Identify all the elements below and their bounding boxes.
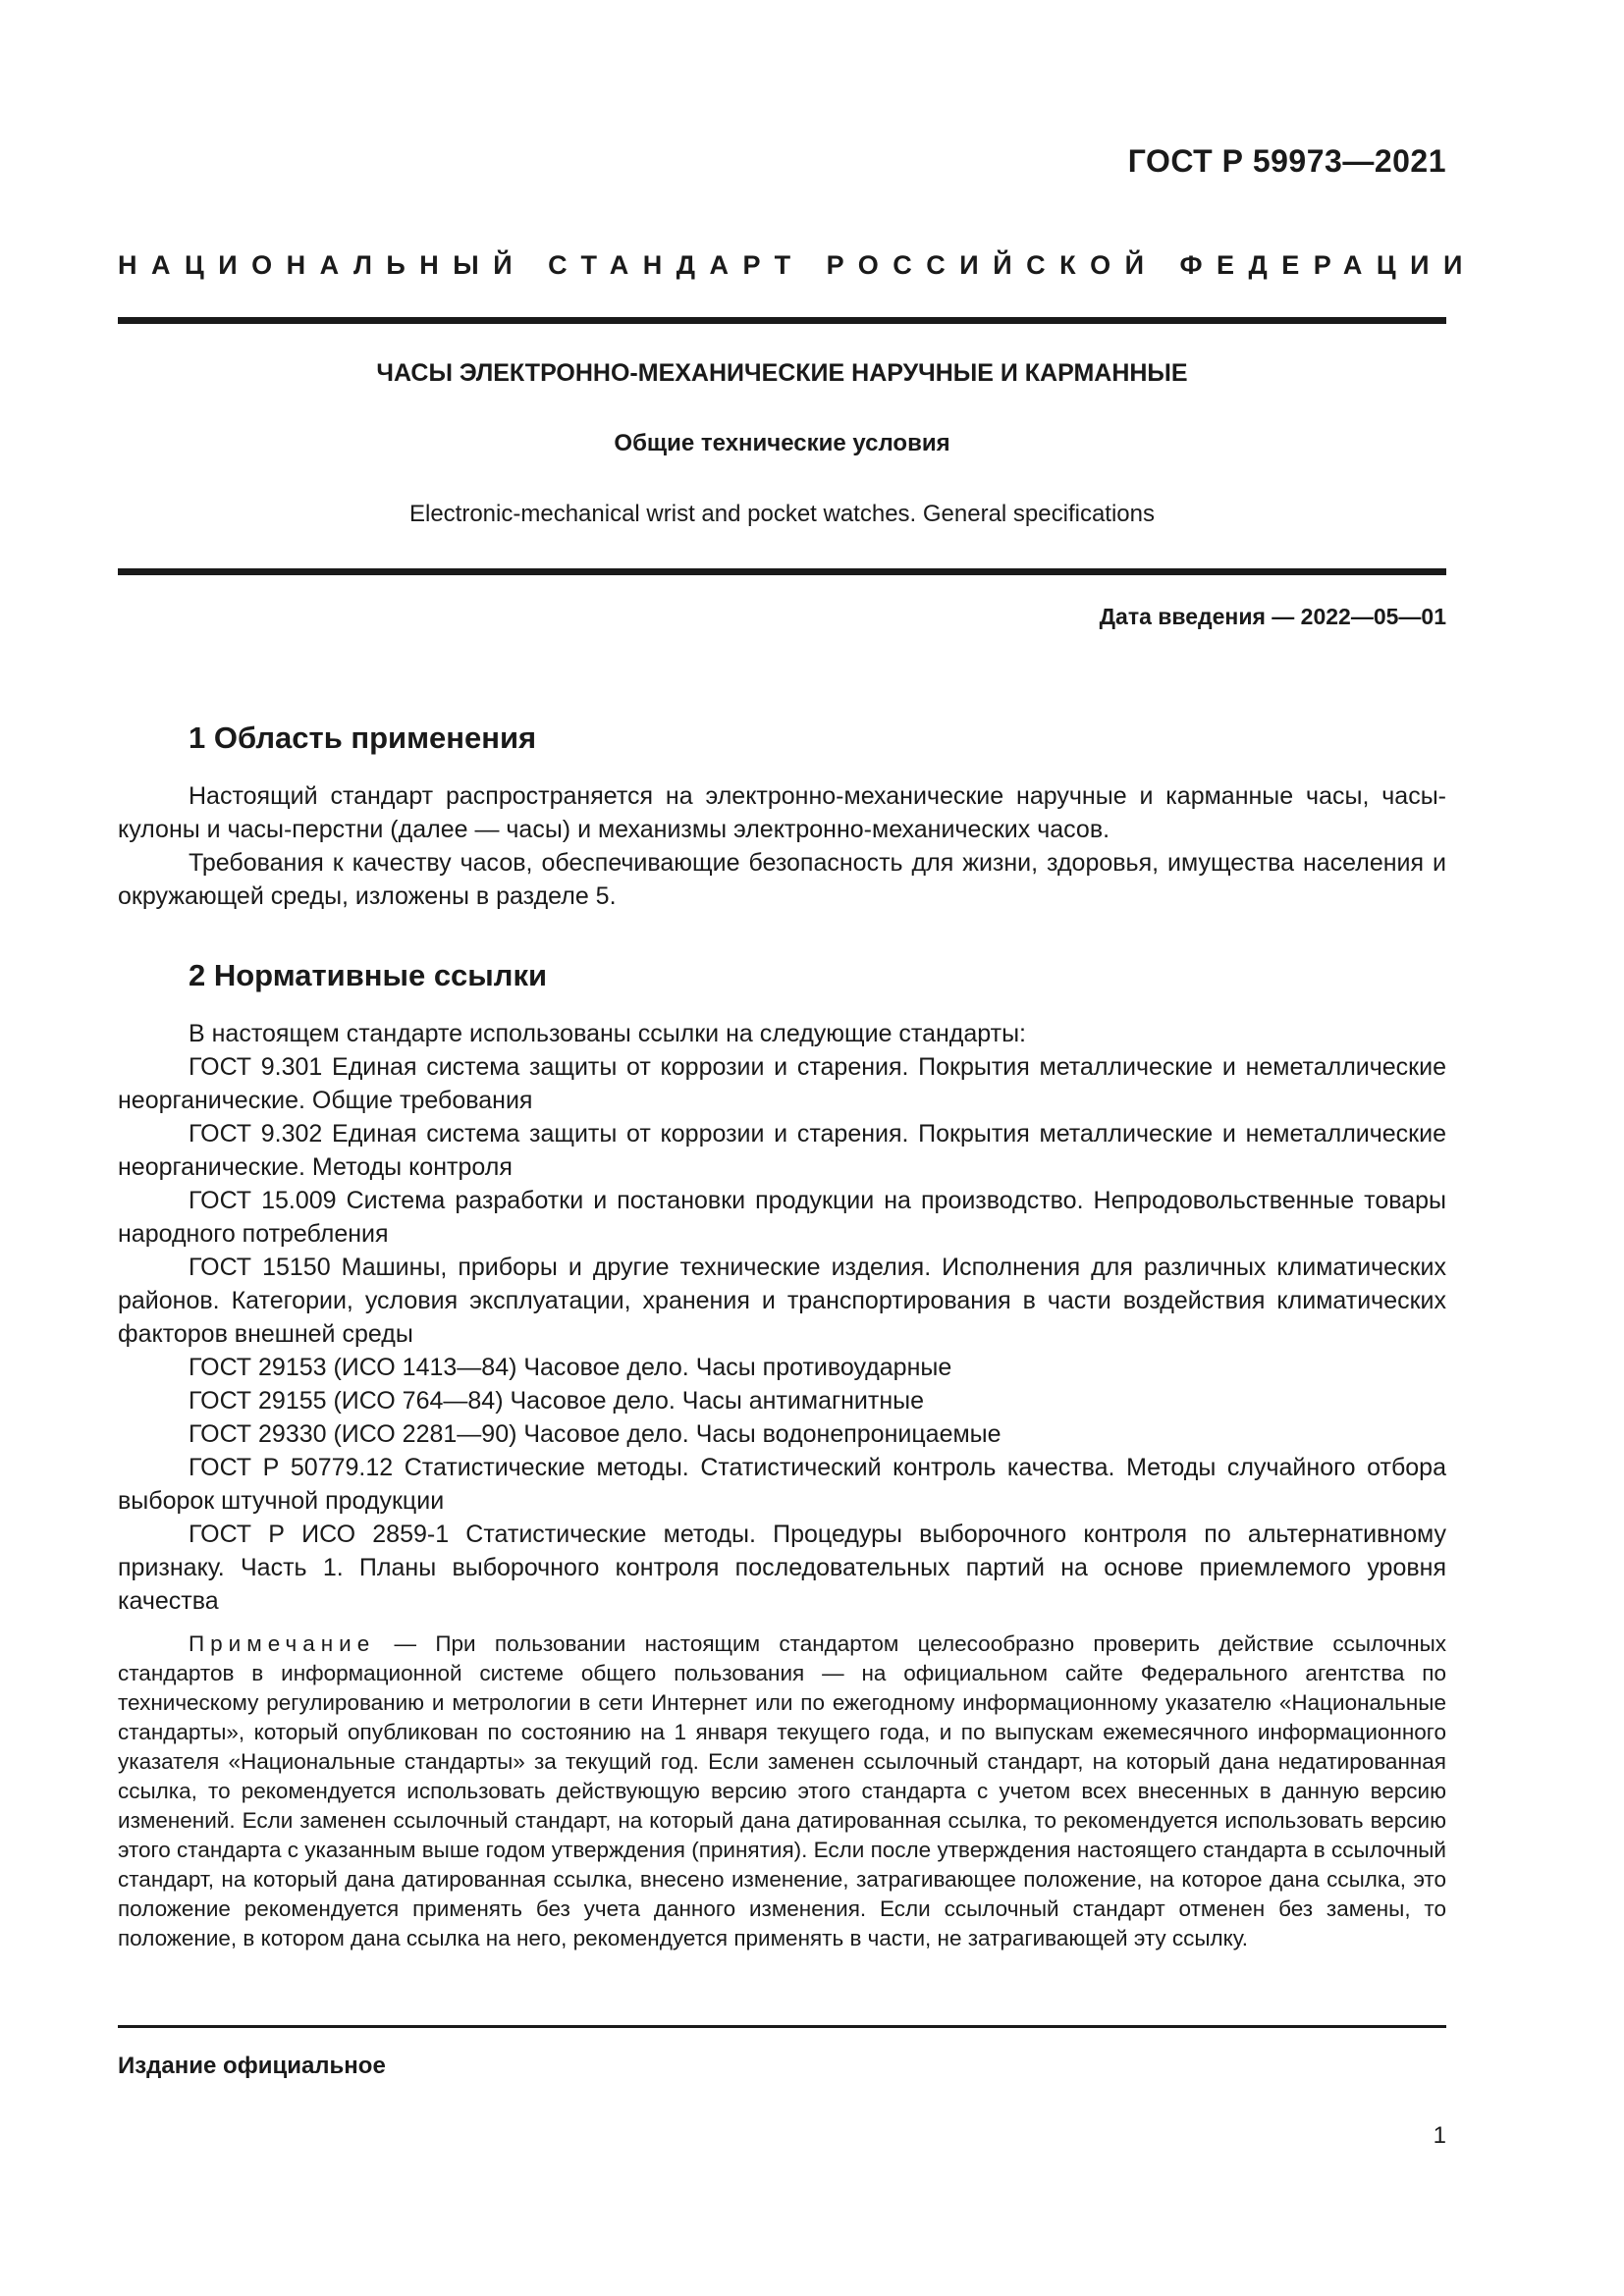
reference-item: ГОСТ 9.301 Единая система защиты от коррозии и старения. Покрытия металлические и неметаллические неорганические. Общие требования	[118, 1053, 1446, 1114]
page-number: 1	[1433, 2122, 1446, 2149]
paragraph: Требования к качеству часов, обеспечивающие безопасность для жизни, здоровья, имущества населения и окружающей среды, изложены в разделе 5.	[118, 849, 1446, 910]
reference-item: ГОСТ Р ИСО 2859-1 Статистические методы. Процедуры выборочного контроля по альтернативному признаку. Часть 1. Планы выборочного контроля последовательных партий на основе приемлемого уровня качества	[118, 1521, 1446, 1615]
edition-label: Издание официальное	[118, 2053, 386, 2079]
section-1-heading: 1 Область применения	[189, 721, 537, 755]
note-text: — При пользовании настоящим стандартом целесообразно проверить действие ссылочных стандартов в информационной системе общего пользования — на официальном сайте Федерального агентства по техническому регулированию и метрологии в сети Интернет или по ежегодному информационному указателю «Национальные стандарты», который опубликован по состоянию на 1 января текущего года, и по выпускам ежемесячного информационного указателя «Национальные стандарты» за текущий год. Если заменен ссылочный стандарт, на который дана недатированная ссылка, то рекомендуется использовать действующую версию этого стандарта с учетом всех внесенных в данную версию изменений. Если заменен ссылочный стандарт, на который дана датированная ссылка, то рекомендуется использовать версию этого стандарта с указанным выше годом утверждения (принятия). Если после утверждения настоящего стандарта в ссылочный стандарт, на который дана датированная ссылка, внесено изменение, затрагивающее положение, на которое дана ссылка, это положение рекомендуется применять без учета данного изменения. Если ссылочный стандарт отменен без замены, то положение, в котором дана ссылка на него, рекомендуется применять в части, не затрагивающей эту ссылку.	[118, 1631, 1446, 1950]
note-paragraph	[118, 1629, 1446, 1953]
section-1-body	[118, 779, 1446, 913]
document-page	[118, 0, 1477, 2296]
standard-banner: НАЦИОНАЛЬНЫЙ СТАНДАРТ РОССИЙСКОЙ ФЕДЕРАЦИИ	[118, 250, 1477, 280]
note-label: Примечание	[189, 1631, 376, 1656]
reference-item: ГОСТ 29330 (ИСО 2281—90) Часовое дело. Часы водонепроницаемые	[189, 1420, 1001, 1448]
reference-item: ГОСТ 9.302 Единая система защиты от коррозии и старения. Покрытия металлические и неметаллические неорганические. Методы контроля	[118, 1120, 1446, 1181]
title-divider	[118, 568, 1446, 575]
introduction-date: Дата введения — 2022—05—01	[1099, 604, 1446, 629]
section-2-heading: 2 Нормативные ссылки	[189, 958, 548, 992]
reference-item: ГОСТ 29153 (ИСО 1413—84) Часовое дело. Часы противоударные	[189, 1354, 952, 1381]
document-subtitle: Общие технические условия	[614, 430, 950, 456]
reference-item: ГОСТ 15.009 Система разработки и постановки продукции на производство. Непродовольственные товары народного потребления	[118, 1187, 1446, 1248]
reference-item: ГОСТ 15150 Машины, приборы и другие технические изделия. Исполнения для различных климатических районов. Категории, условия эксплуатации, хранения и транспортирования в части воздействия климатических факторов внешней среды	[118, 1254, 1446, 1348]
paragraph: Настоящий стандарт распространяется на электронно-механические наручные и карманные часы, часы-кулоны и часы-перстни (далее — часы) и механизмы электронно-механических часов.	[118, 782, 1446, 843]
reference-item: ГОСТ Р 50779.12 Статистические методы. Статистический контроль качества. Методы случайного отбора выборок штучной продукции	[118, 1454, 1446, 1515]
note-block	[118, 1629, 1446, 1953]
english-title: Electronic-mechanical wrist and pocket watches. General specifications	[408, 501, 1155, 527]
document-number: ГОСТ Р 59973—2021	[1127, 143, 1446, 179]
paragraph: В настоящем стандарте использованы ссылки на следующие стандарты:	[189, 1020, 1027, 1047]
reference-item: ГОСТ 29155 (ИСО 764—84) Часовое дело. Часы антимагнитные	[189, 1387, 925, 1415]
top-divider	[118, 317, 1446, 324]
document-title: ЧАСЫ ЭЛЕКТРОННО-МЕХАНИЧЕСКИЕ НАРУЧНЫЕ И КАРМАННЫЕ	[376, 359, 1188, 387]
section-2-body	[118, 1017, 1446, 1618]
footer-divider	[118, 2025, 1446, 2028]
